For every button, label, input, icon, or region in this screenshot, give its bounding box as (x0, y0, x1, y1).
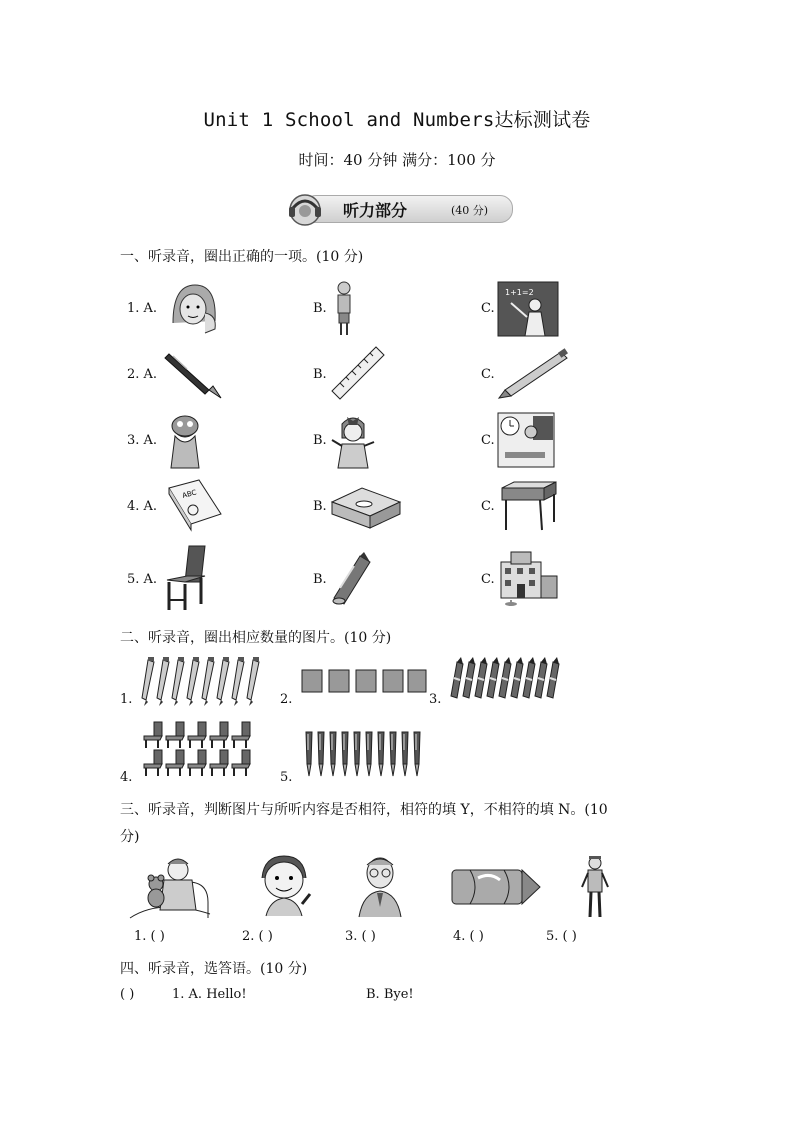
s3-blank-2[interactable]: 2. ( ) (242, 929, 273, 944)
pencil-icon (232, 657, 244, 706)
big-crayon-icon (450, 866, 542, 908)
chairs-group-icon (140, 722, 256, 778)
fountain-pen-icon (306, 732, 312, 776)
fountain-pen-icon (414, 732, 420, 776)
boy-face-icon (254, 852, 312, 918)
crayons-group-icon (448, 656, 562, 704)
crayon-icon (487, 657, 499, 698)
s1-row3-b-label: B. (313, 433, 327, 448)
breakfast-scene-icon (497, 412, 555, 468)
banner-label: 听力部分 (343, 201, 408, 220)
chair-icon (210, 750, 228, 776)
erasers-group-icon (300, 668, 428, 698)
s2-item2-label: 2. (280, 692, 293, 707)
grandpa-icon (355, 855, 405, 917)
chair-icon (166, 722, 184, 748)
s2-item3-label: 3. (429, 692, 442, 707)
ruler-icon (330, 345, 386, 401)
book-icon (165, 478, 223, 534)
section3-heading-line2: 分) (120, 829, 140, 845)
pencil-icon (202, 657, 214, 706)
s4-q1-answer-blank[interactable]: ( ) (120, 987, 135, 1002)
headphone-globe-icon (283, 188, 329, 228)
section1-heading: 一、听录音，圈出正确的一项。(10 分) (120, 249, 364, 265)
s3-blank-4[interactable]: 4. ( ) (453, 929, 484, 944)
s1-row4-a-label: 4. A. (127, 499, 158, 514)
s1-row4-c-label: C. (481, 499, 495, 514)
pencil-icon (157, 657, 169, 706)
s4-q1-option-a[interactable]: 1. A. Hello! (172, 987, 247, 1002)
cartoon-animal-icon (165, 412, 205, 470)
s1-row1-c-label: C. (481, 301, 495, 316)
s1-row2-c-label: C. (481, 367, 495, 382)
pencil-icon (142, 657, 154, 706)
crayon-icon (330, 550, 374, 608)
crayon-icon (451, 657, 463, 698)
crayon-icon (463, 657, 475, 698)
s3-blank-5[interactable]: 5. ( ) (546, 929, 577, 944)
section4-heading: 四、听录音，选答语。(10 分) (120, 961, 308, 977)
svg-text:ABC: ABC (181, 488, 198, 500)
s1-row5-b-label: B. (313, 572, 327, 587)
girl-waving-icon (330, 414, 376, 470)
fountain-pen-icon (354, 732, 360, 776)
s2-item4-label: 4. (120, 770, 133, 785)
chair-icon (144, 750, 162, 776)
chair-icon (232, 722, 250, 748)
s1-row2-a-label: 2. A. (127, 367, 158, 382)
s1-row1-a-label: 1. A. (127, 301, 158, 316)
listening-banner (283, 188, 513, 228)
fountain-pen-icon (378, 732, 384, 776)
chair-icon (210, 722, 228, 748)
man-standing-icon (580, 855, 610, 919)
crayon-icon (475, 657, 487, 698)
pencil-icon (172, 657, 184, 706)
pencil-box-icon (330, 486, 402, 530)
pencil-icon (217, 657, 229, 706)
s1-row4-b-label: B. (313, 499, 327, 514)
s2-item1-label: 1. (120, 692, 133, 707)
fountain-pen-icon (366, 732, 372, 776)
crayon-icon (499, 657, 511, 698)
chair-icon (163, 544, 211, 612)
chair-icon (166, 750, 184, 776)
section2-heading: 二、听录音，圈出相应数量的图片。(10 分) (120, 630, 392, 646)
fountain-pen-icon (165, 350, 225, 400)
s1-row3-c-label: C. (481, 433, 495, 448)
s2-item5-label: 5. (280, 770, 293, 785)
fountain-pen-icon (402, 732, 408, 776)
teacher-blackboard-icon (497, 281, 559, 337)
crayon-icon (547, 657, 559, 698)
pencil-icon (187, 657, 199, 706)
chair-icon (188, 722, 206, 748)
s1-row5-a-label: 5. A. (127, 572, 158, 587)
svg-text:1+1=2: 1+1=2 (505, 288, 534, 297)
exam-info: 时间：40 分钟 满分：100 分 (298, 151, 496, 169)
fountain-pen-icon (342, 732, 348, 776)
boy-standing-icon (333, 280, 357, 338)
crayon-icon (523, 657, 535, 698)
fountain-pen-icon (390, 732, 396, 776)
chair-icon (188, 750, 206, 776)
page-title: Unit 1 School and Numbers达标测试卷 (203, 109, 591, 131)
school-building-icon (497, 548, 559, 606)
s1-row1-b-label: B. (313, 301, 327, 316)
crayon-icon (535, 657, 547, 698)
s1-row5-c-label: C. (481, 572, 495, 587)
pens-group-icon (300, 730, 424, 782)
chair-icon (232, 750, 250, 776)
s3-blank-3[interactable]: 3. ( ) (345, 929, 376, 944)
pencil-icon (497, 348, 573, 398)
crayon-icon (511, 657, 523, 698)
desk-icon (500, 480, 558, 532)
pencils-group-icon (140, 656, 268, 708)
fountain-pen-icon (330, 732, 336, 776)
chair-icon (144, 722, 162, 748)
s3-blank-1[interactable]: 1. ( ) (134, 929, 165, 944)
girl-face-icon (165, 283, 220, 335)
s4-q1-option-b[interactable]: B. Bye! (366, 987, 414, 1002)
s1-row3-a-label: 3. A. (127, 433, 158, 448)
section3-heading-line1: 三、听录音，判断图片与所听内容是否相符，相符的填 Y，不相符的填 N。(10 (120, 802, 608, 818)
pencil-icon (247, 657, 259, 706)
fountain-pen-icon (318, 732, 324, 776)
banner-score: (40 分) (451, 204, 489, 217)
girl-with-teddy-bear-icon (130, 856, 214, 920)
s1-row2-b-label: B. (313, 367, 327, 382)
